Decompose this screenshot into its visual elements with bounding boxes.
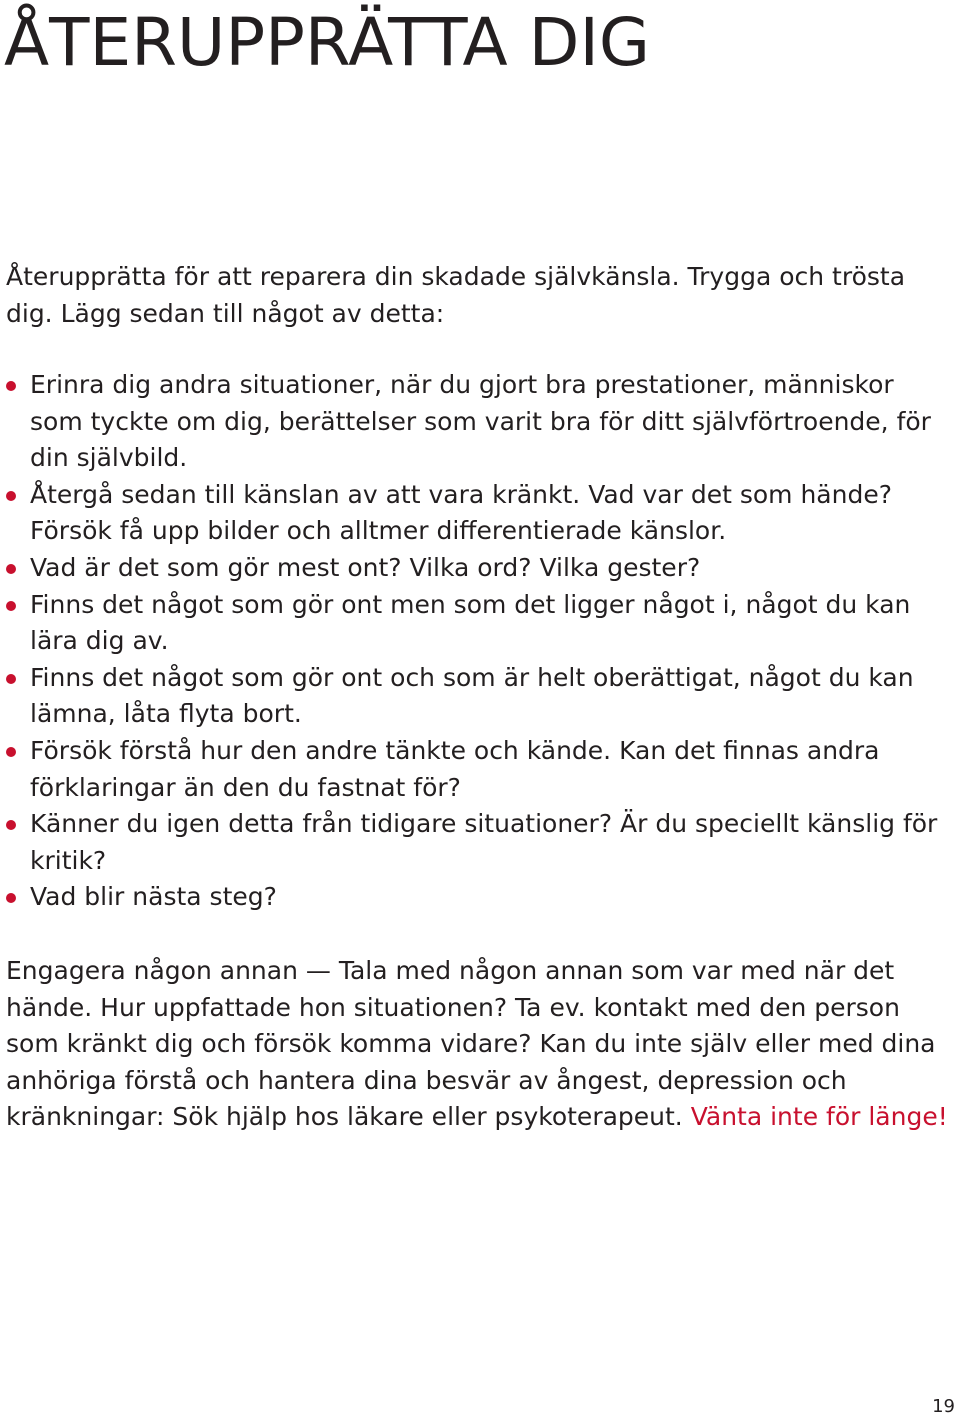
list-item	[6, 477, 950, 550]
list-item	[6, 733, 950, 806]
intro-paragraph: Återupprätta för att reparera din skadade självkänsla. Trygga och trösta dig. Lägg sedan till något av detta:	[6, 262, 906, 328]
list-item-text: Erinra dig andra situationer, när du gjort bra prestationer, människor som tyckte om dig, berättelser som varit bra för ditt självförtroende, för din självbild.	[30, 370, 931, 473]
bullet-icon	[6, 601, 16, 611]
page-number: 19	[932, 1396, 955, 1417]
list-item	[6, 367, 950, 477]
list-item-text: Finns det något som gör ont men som det ligger något i, något du kan lära dig av.	[30, 589, 911, 656]
closing-text: Engagera någon annan — Tala med någon annan som var med när det hände. Hur uppfattade hon situationen? Ta ev. kontakt med den person som kränkt dig och försök komma vidare? Kan du inte själv eller med dina anhöriga förstå och hantera dina besvär av ångest, depression och kränkningar: Sök hjälp hos läkare eller psykoterapeut.	[6, 956, 936, 1132]
list-item	[6, 879, 950, 916]
list-item	[6, 660, 950, 733]
list-item-text: Finns det något som gör ont och som är helt oberättigat, något du kan lämna, låta flyta bort.	[30, 662, 914, 729]
bullet-icon	[6, 564, 16, 574]
list-item	[6, 550, 950, 587]
closing-paragraph	[6, 953, 950, 1136]
list-item-text: Vad blir nästa steg?	[30, 882, 277, 912]
list-item-text: Känner du igen detta från tidigare situationer? Är du speciellt känslig för kritik?	[30, 809, 938, 875]
emphasis-text: Vänta inte för länge!	[690, 1102, 948, 1132]
list-item	[6, 806, 950, 879]
list-item-text: Vad är det som gör mest ont? Vilka ord? Vilka gester?	[30, 552, 701, 582]
bullet-icon	[6, 893, 16, 903]
bullet-icon	[6, 674, 16, 684]
page-title: ÅTERUPPRÄTTA DIG	[4, 4, 651, 81]
bullet-list	[6, 367, 950, 916]
bullet-icon	[6, 381, 16, 391]
bullet-icon	[6, 491, 16, 501]
list-item	[6, 587, 950, 660]
bullet-icon	[6, 747, 16, 757]
list-item-text: Försök förstå hur den andre tänkte och kände. Kan det finnas andra förklaringar än den du fastnat för?	[30, 735, 880, 802]
list-item-text: Återgå sedan till känslan av att vara kränkt. Vad var det som hände? Försök få upp bilder och alltmer differentierade känslor.	[30, 479, 892, 546]
bullet-icon	[6, 820, 16, 830]
